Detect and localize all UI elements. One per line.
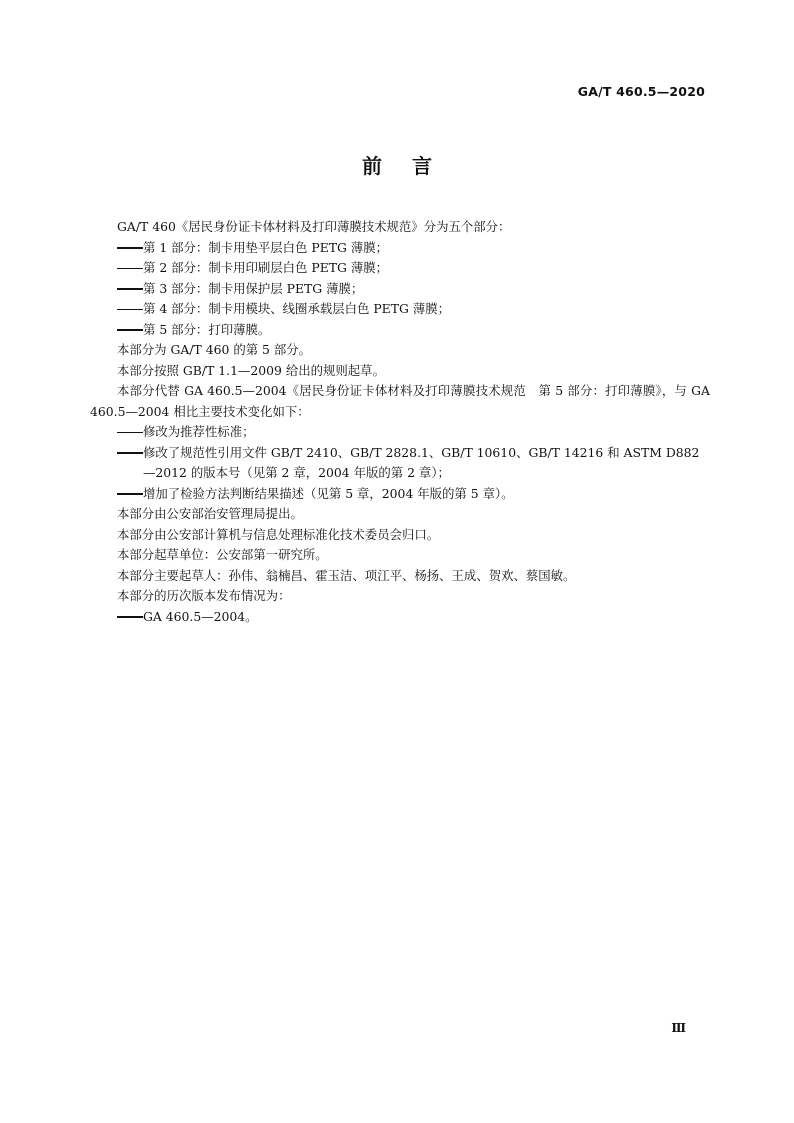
em-dash-marker [117,452,143,453]
list-item [90,484,710,505]
paragraph: 本部分起草单位：公安部第一研究所。 [117,547,328,562]
paragraph: 本部分由公安部治安管理局提出。 [117,506,303,521]
list-item-text: GA 460.5—2004。 [143,608,258,624]
list-item [90,258,710,279]
list-item [90,299,710,320]
document-body [90,217,710,627]
list-item [90,607,710,628]
paragraph: 本部分为 GA/T 460 的第 5 部分。 [117,342,312,357]
page-title: 前言 [362,154,462,178]
paragraph: 本部分由公安部计算机与信息处理标准化技术委员会归口。 [117,526,440,542]
em-dash-marker [117,288,143,289]
list-item [90,279,710,300]
em-dash-marker [117,432,143,433]
list-item-text: 修改为推荐性标准； [143,424,255,439]
paragraph: GA/T 460《居民身份证卡体材料及打印薄膜技术规范》分为五个部分： [117,219,511,234]
list-item [90,443,710,484]
paragraph: 本部分的历次版本发布情况为： [117,588,291,603]
list-item-text: 第 4 部分：制卡用模块、线圈承载层白色 PETG 薄膜； [143,301,450,316]
list-item [90,422,710,443]
em-dash-marker [117,493,143,494]
list-item-text: 修改了规范性引用文件 GB/T 2410、GB/T 2828.1、GB/T 10610、GB/T 14216 和 ASTM D882—2012 的版本号（见第 2 章，2004 年版的第 2 章）； [143,444,700,480]
paragraph: 本部分主要起草人：孙伟、翁楠昌、霍玉洁、项江平、杨扬、王成、贺欢、蔡国敏。 [117,567,576,583]
em-dash-marker [117,329,143,330]
document-code: GA/T 460.5—2020 [577,84,705,99]
paragraph: 本部分代替 GA 460.5—2004《居民身份证卡体材料及打印薄膜技术规范 第 5 部分：打印薄膜》，与 GA 460.5—2004 相比主要技术变化如下： [90,383,710,419]
list-item-text: 第 1 部分：制卡用垫平层白色 PETG 薄膜； [143,239,389,255]
em-dash-marker [117,309,143,310]
em-dash-marker [117,616,143,617]
em-dash-marker [117,247,143,248]
list-item-text: 第 2 部分：制卡用印刷层白色 PETG 薄膜； [143,260,389,275]
list-item [90,320,710,341]
list-item [90,238,710,259]
paragraph: 本部分按照 GB/T 1.1—2009 给出的规则起草。 [117,362,385,378]
page-number: Ⅲ [671,1021,686,1035]
list-item-text: 第 3 部分：制卡用保护层 PETG 薄膜； [143,280,364,296]
em-dash-marker [117,268,143,269]
list-item-text: 增加了检验方法判断结果描述（见第 5 章，2004 年版的第 5 章）。 [143,485,514,501]
list-item-text: 第 5 部分：打印薄膜。 [143,321,271,337]
